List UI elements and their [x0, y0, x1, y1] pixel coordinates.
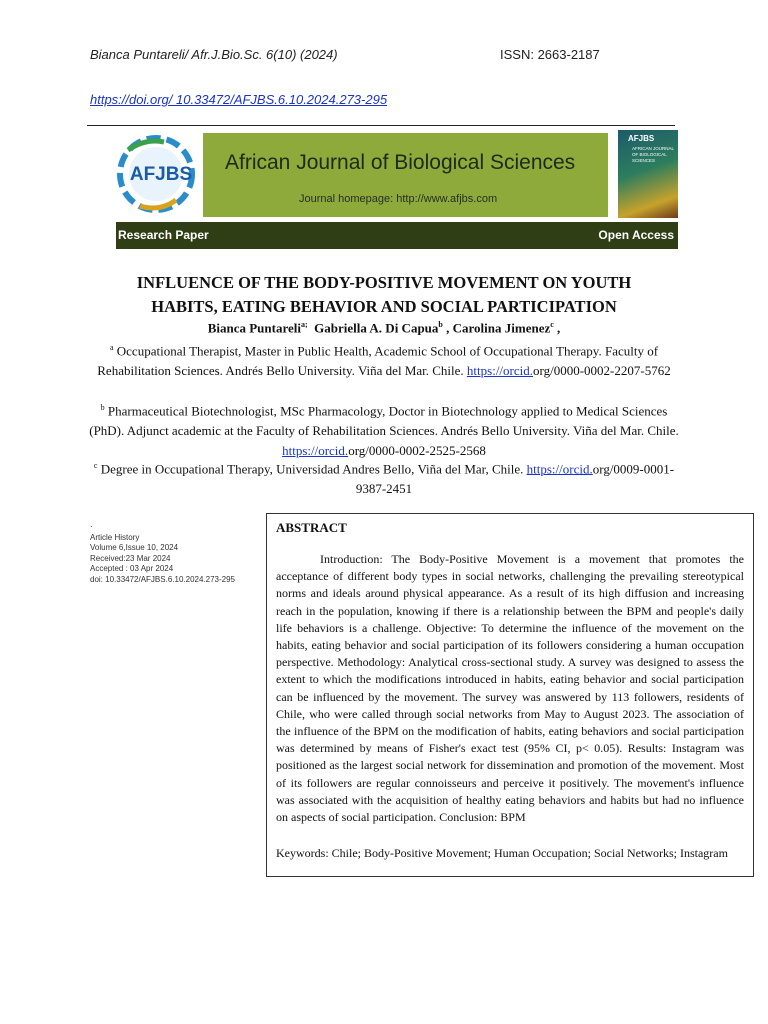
journal-homepage[interactable]: Journal homepage: http://www.afjbs.com — [299, 193, 498, 205]
journal-banner — [116, 130, 678, 249]
journal-title-panel — [203, 133, 608, 217]
history-received: Received:23 Mar 2024 — [90, 553, 171, 563]
affiliation-sup: a — [109, 343, 114, 352]
article-history — [90, 522, 235, 585]
orcid-link[interactable]: https://orcid. — [526, 461, 593, 477]
orcid-id: org/0000-0002-2525-2568 — [348, 443, 486, 459]
doi-link[interactable]: https://doi.org/ 10.33472/AFJBS.6.10.2024.273-295 — [90, 92, 388, 107]
history-accepted: Accepted : 03 Apr 2024 — [90, 564, 174, 573]
abstract-heading: ABSTRACT — [276, 520, 347, 535]
open-access-label: Open Access — [598, 228, 674, 242]
orcid-id: org/0000-0002-2207-5762 — [533, 363, 671, 379]
orcid-link[interactable]: https://orcid. — [282, 443, 349, 459]
history-doi: doi: 10.33472/AFJBS.6.10.2024.273-295 — [90, 574, 235, 584]
abstract-box — [266, 513, 754, 877]
history-bullet: · — [90, 522, 93, 531]
affiliation-text: Pharmaceutical Biotechnologist, MSc Pharmacology, Doctor in Biotechnology applied to Medical Sciences (PhD). Adjunct academic at the Faculty of Rehabilitation Sciences. Andrés Bello University. Viña del Mar. Chile. — [89, 403, 679, 439]
title-line-1: INFLUENCE OF THE BODY-POSITIVE MOVEMENT ON YOUTH — [136, 273, 632, 292]
history-volume: Volume 6,Issue 10, 2024 — [90, 543, 179, 552]
abstract-body: Introduction: The Body-Positive Movement is a movement that promotes the acceptance of different body types in social networks, challenging the prevailing stereotypical norms and ideals around physical appearance. As a result of its high diffusion and increasing reach in the population, knowing if there is a relationship between the BPM and people's daily life behaviors is a challenge. Objective: To determine the influence of the movement on the habits, eating behavior and social participation of its followers considering a human occupation perspective. Methodology: Analytical cross-sectional study. A survey was designed to assess the extent to which the modifications introduced in habits, eating behavior and social participation can be influenced by the movement. The survey was answered by 113 followers, residents of Chile, who were called through social networks from May to August 2023. The association of the influence of the BPM on the modification of habits, eating behaviors and social participation was determined by means of Fisher's exact test (95% CI, p< 0.05). Results: Instagram was positioned as the largest social network for dissemination and promotion of the movement. Most of its followers are regular connoisseurs and perceive it positively. The movement's influence was associated with the acquisition of healthy eating behaviors and habits but had no influence on aspects of social participation. Conclusion: BPM — [276, 552, 744, 825]
affiliation-a — [84, 338, 684, 381]
affiliation-b — [84, 398, 684, 461]
affiliation-c — [84, 456, 684, 499]
orcid-link[interactable]: https://orcid. — [466, 363, 534, 379]
citation-header: Bianca Puntareli/ Afr.J.Bio.Sc. 6(10) (2024) — [90, 47, 338, 62]
journal-logo — [116, 130, 202, 218]
affiliation-sup: c — [93, 461, 98, 470]
header-divider — [87, 125, 675, 126]
abstract-keywords: Keywords: Chile; Body-Positive Movement; Human Occupation; Social Networks; Instagram — [276, 846, 728, 860]
author-name: Carolina Jimenez — [452, 320, 551, 336]
journal-name: African Journal of Biological Sciences — [225, 151, 576, 174]
logo-text: AFJBS — [129, 164, 193, 185]
issn-header: ISSN: 2663-2187 — [500, 47, 600, 62]
title-line-2: HABITS, EATING BEHAVIOR AND SOCIAL PARTICIPATION — [151, 297, 617, 316]
author-name: Gabriella A. Di Capua — [314, 320, 439, 336]
history-label: Article History — [90, 532, 140, 542]
author-sup: c — [550, 320, 554, 329]
author-sup: b — [438, 320, 443, 329]
orcid-id: org/0009-0001-9387-2451 — [355, 461, 675, 497]
affiliation-sup: b — [100, 403, 105, 412]
author-list: Bianca Puntareli$^{a;}$ Gabriella A. Di Capua$^b$ , Carolina Jimenez$^c$ , — [207, 320, 561, 336]
cover-title: AFJBS — [628, 134, 655, 143]
journal-cover-image — [618, 130, 678, 218]
paper-type-bar — [116, 222, 678, 249]
author-name: Bianca Puntareli — [207, 320, 301, 336]
affiliation-text: Degree in Occupational Therapy, Universidad Andres Bello, Viña del Mar, Chile. — [97, 461, 527, 477]
cover-subtitle: AFRICAN JOURNAL OF BIOLOGICAL SCIENCES — [632, 146, 674, 163]
affiliation-text: Occupational Therapist, Master in Public Health, Academic School of Occupational Therapy. Faculty of Rehabilitation Sciences. Andrés Bello University. Viña del Mar. Chile. — [97, 343, 659, 379]
paper-type-label: Research Paper — [118, 228, 209, 242]
article-title — [60, 271, 708, 319]
author-sup: a; — [301, 320, 308, 329]
